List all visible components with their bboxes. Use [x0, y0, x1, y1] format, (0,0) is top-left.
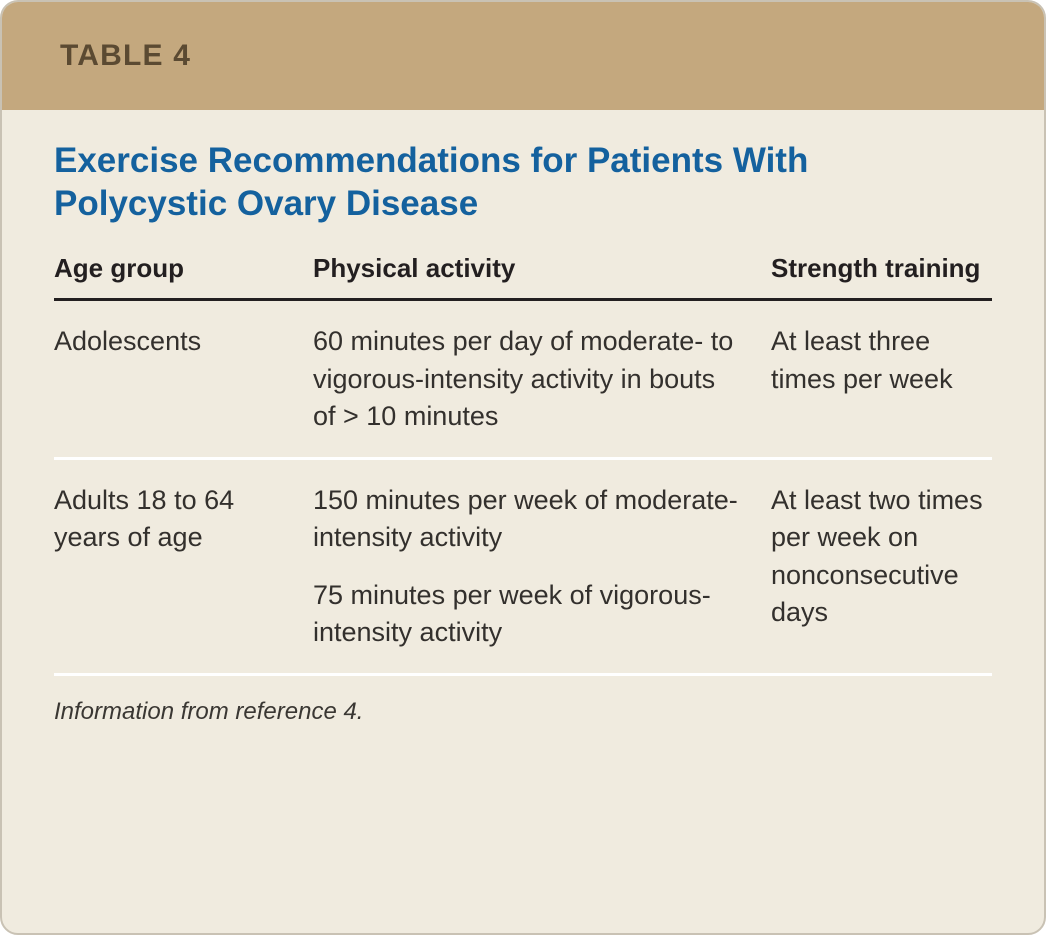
table-body-rows	[54, 300, 992, 673]
table-footnote: Information from reference 4.	[54, 698, 364, 726]
page-title: Exercise Recommendations for Patients With Polycystic Ovary Disease	[54, 141, 809, 223]
cell-age-group: Adults 18 to 64 years of age	[54, 459, 313, 674]
recommendations-table	[54, 249, 992, 673]
table-header-band	[2, 2, 1044, 110]
table-number-label: TABLE 4	[60, 39, 192, 72]
cell-strength-training: At least three times per week	[771, 326, 953, 394]
table-row	[54, 459, 992, 674]
column-header-strength-training: Strength training	[771, 253, 981, 284]
cell-physical-activity	[313, 300, 771, 459]
column-header-physical-activity: Physical activity	[313, 253, 516, 284]
activity-item: 150 minutes per week of moderate-intensity activity	[313, 485, 738, 553]
cell-age-group: Adolescents	[54, 326, 202, 357]
table-row	[54, 300, 992, 459]
table-header-row	[54, 249, 992, 300]
table-head	[54, 249, 992, 300]
activity-item: 75 minutes per week of vigorous-intensity activity	[313, 579, 711, 647]
cell-strength-training: At least two times per week on nonconsecutive days	[771, 459, 992, 674]
activity-item: 60 minutes per day of moderate- to vigorous-intensity activity in bouts of > 10 minutes	[313, 326, 734, 431]
table-body	[2, 110, 1044, 726]
column-header-age-group: Age group	[54, 253, 184, 284]
cell-physical-activity	[313, 459, 771, 674]
